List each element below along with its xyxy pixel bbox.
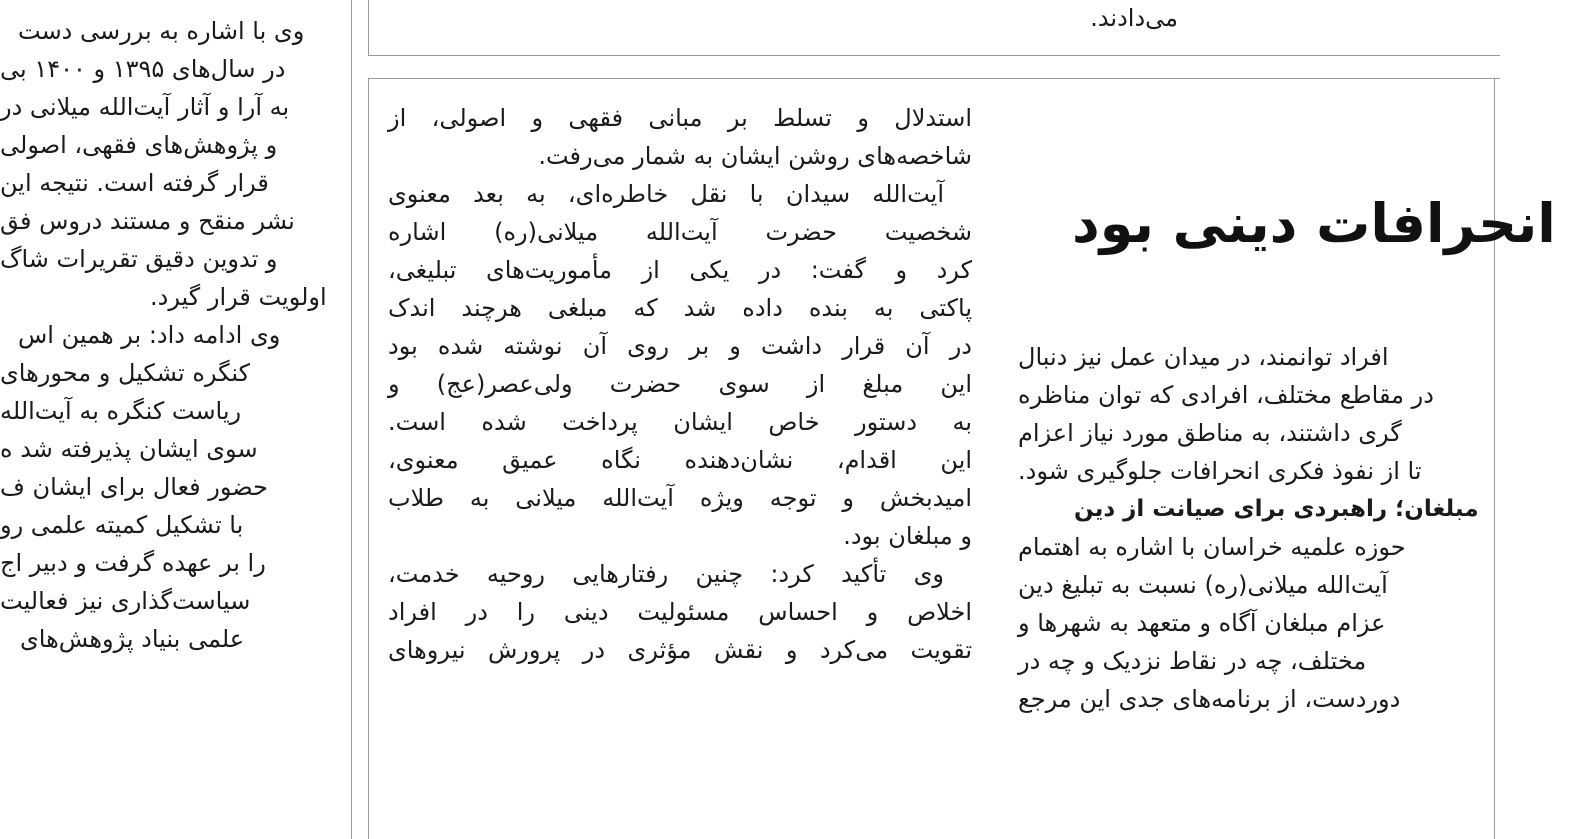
middle-line: و مبلغان بود. bbox=[843, 522, 972, 550]
top-box-left-border bbox=[368, 0, 369, 56]
left-line: و تدوین دقیق تقریرات شاگ bbox=[0, 245, 278, 273]
left-line: را بر عهده گرفت و دبیر اج bbox=[0, 549, 266, 577]
middle-line: امیدبخش و توجه ویژه آیت‌الله میلانی به طلاب bbox=[388, 484, 972, 512]
main-box-left-border bbox=[368, 78, 369, 839]
middle-line: تقویت می‌کرد و نقش مؤثری در پرورش نیروهای bbox=[388, 636, 972, 664]
left-column-divider bbox=[351, 0, 352, 839]
right-line: آیت‌الله میلانی(ره) نسبت به تبلیغ دین bbox=[1018, 571, 1388, 599]
left-line: به آرا و آثار آیت‌الله میلانی در bbox=[0, 93, 290, 121]
left-line: سیاست‌گذاری نیز فعالیت bbox=[0, 587, 251, 615]
middle-line: اخلاص و احساس مسئولیت دینی را در افراد bbox=[388, 598, 972, 626]
left-line: حضور فعال برای ایشان ف bbox=[0, 473, 268, 501]
left-column bbox=[0, 12, 330, 839]
top-box-tail-text: می‌دادند. bbox=[1090, 4, 1178, 32]
middle-line: در آن قرار داشت و بر روی آن نوشته شده بود bbox=[388, 332, 972, 360]
middle-line: این مبلغ از سوی حضرت ولی‌عصر(عج) و bbox=[388, 370, 972, 398]
headline: انحرافات دینی بود bbox=[1072, 192, 1556, 255]
left-line: با تشکیل کمیته علمی رو bbox=[0, 511, 244, 539]
right-line: حوزه علمیه خراسان با اشاره به اهتمام bbox=[1018, 533, 1406, 561]
middle-line: پاکتی به بنده داده شد که مبلغی هرچند اندک bbox=[388, 294, 972, 322]
left-line: وی ادامه داد: بر همین اس bbox=[18, 321, 281, 349]
left-line: ریاست کنگره به آیت‌الله bbox=[0, 397, 242, 425]
middle-line: این اقدام، نشان‌دهنده نگاه عمیق معنوی، bbox=[388, 446, 972, 474]
right-line: افراد توانمند، در میدان عمل نیز دنبال bbox=[1018, 343, 1389, 371]
right-column bbox=[1000, 170, 1556, 839]
left-line: علمی بنیاد پژوهش‌های bbox=[20, 625, 245, 653]
middle-line: وی تأکید کرد: چنین رفتارهایی روحیه خدمت، bbox=[388, 560, 944, 588]
middle-line: آیت‌الله سیدان با نقل خاطره‌ای، به بعد معنوی bbox=[388, 180, 944, 208]
middle-line: به دستور خاص ایشان پرداخت شده است. bbox=[388, 408, 972, 436]
left-line: وی با اشاره به بررسی دست bbox=[18, 17, 305, 45]
left-line: کنگره تشکیل و محورهای bbox=[0, 359, 251, 387]
middle-line: شخصیت حضرت آیت‌الله میلانی(ره) اشاره bbox=[388, 218, 972, 246]
right-line: مختلف، چه در نقاط نزدیک و چه در bbox=[1018, 647, 1367, 675]
middle-line: استدلال و تسلط بر مبانی فقهی و اصولی، از bbox=[388, 104, 972, 132]
middle-line: شاخصه‌های روشن ایشان به شمار می‌رفت. bbox=[538, 142, 972, 170]
left-line: در سال‌های ۱۳۹۵ و ۱۴۰۰ بی bbox=[0, 55, 286, 83]
right-line: عزام مبلغان آگاه و متعهد به شهرها و bbox=[1018, 609, 1386, 637]
main-box-top-border bbox=[368, 78, 1500, 79]
left-line: قرار گرفته است. نتیجه این bbox=[0, 169, 269, 197]
subheading: مبلغان؛ راهبردی برای صیانت از دین bbox=[1074, 496, 1479, 522]
top-box-bottom-border bbox=[368, 55, 1500, 56]
left-line: سوی ایشان پذیرفته شد ه bbox=[0, 435, 258, 463]
middle-line: کرد و گفت: در یکی از مأموریت‌های تبلیغی، bbox=[388, 256, 972, 284]
right-line: تا از نفوذ فکری انحرافات جلوگیری شود. bbox=[1018, 457, 1422, 485]
middle-column bbox=[388, 99, 972, 839]
left-line: نشر منقح و مستند دروس فق bbox=[0, 207, 295, 235]
right-line: دوردست، از برنامه‌های جدی این مرجع bbox=[1018, 685, 1401, 713]
left-line: و پژوهش‌های فقهی، اصولی bbox=[0, 131, 278, 159]
right-line: گری داشتند، به مناطق مورد نیاز اعزام bbox=[1018, 419, 1402, 447]
right-line: در مقاطع مختلف، افرادی که توان مناظره bbox=[1018, 381, 1434, 409]
left-line: اولویت قرار گیرد. bbox=[150, 283, 327, 311]
